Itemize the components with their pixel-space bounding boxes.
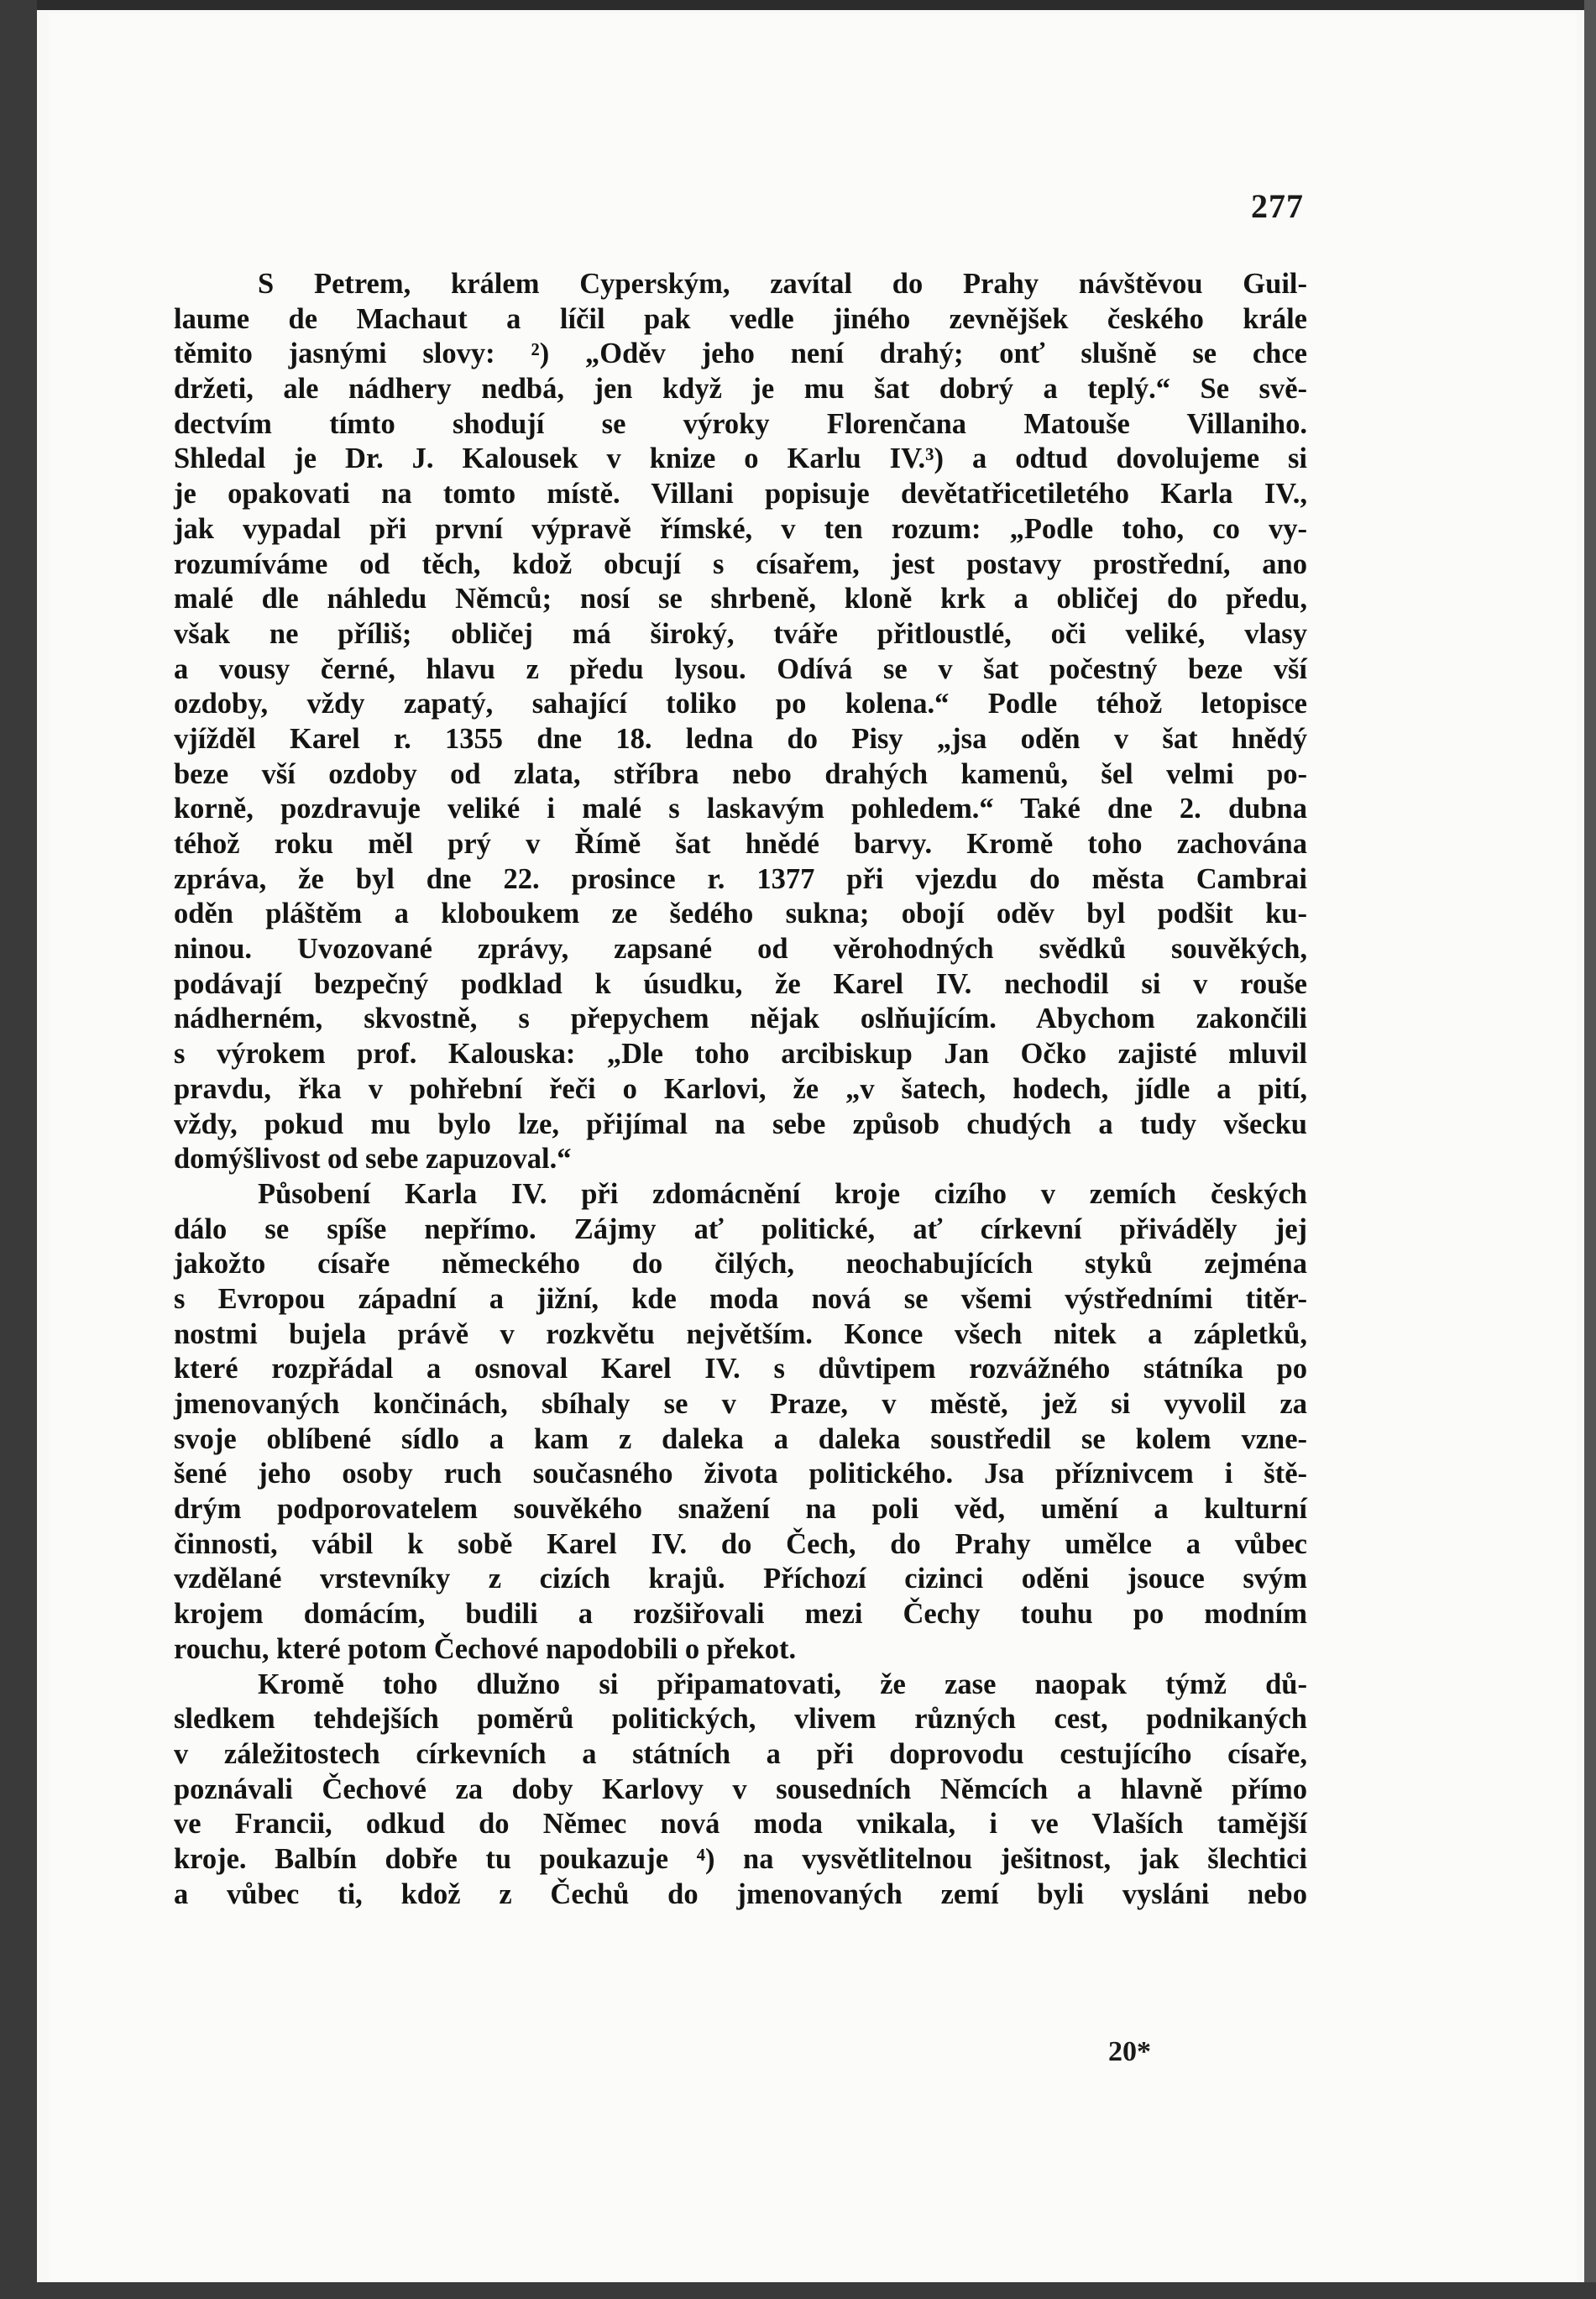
page-number: 277 xyxy=(1251,187,1304,225)
text-line: jmenovaných končinách, sbíhaly se v Praze, v městě, jež si vyvolil za xyxy=(174,1388,1307,1420)
text-line: vždy, pokud mu bylo lze, přijímal na sebe způsob chudých a tudy všecku xyxy=(174,1108,1307,1140)
text-line: nádherném, skvostně, s přepychem nějak oslňujícím. Abychom zakončili xyxy=(174,1003,1307,1035)
text-line: podávají bezpečný podklad k úsudku, že Karel IV. nechodil si v rouše xyxy=(174,967,1307,1000)
text-line: držeti, ale nádhery nedbá, jen když je mu šat dobrý a teplý.“ Se svě- xyxy=(174,373,1307,406)
scan-edge-bottom xyxy=(0,2282,1596,2299)
text-line: téhož roku měl prý v Římě šat hnědé barvy. Kromě toho zachována xyxy=(174,828,1307,860)
text-line: těmito jasnými slovy: ²) „Oděv jeho není drahý; onť slušně se chce xyxy=(174,338,1307,370)
text-line: a vousy černé, hlavu z předu lysou. Odívá se v šat počestný beze vší xyxy=(174,652,1307,685)
text-line: jak vypadal při první výpravě římské, v ten rozum: „Podle toho, co vy- xyxy=(174,512,1307,545)
text-line: nostmi bujela právě v rozkvětu největším. Konce všech nitek a zápletků, xyxy=(174,1317,1307,1350)
text-line: Kromě toho dlužno si připamatovati, že zase naopak týmž dů- xyxy=(258,1668,1307,1700)
body-text xyxy=(174,267,1307,1912)
text-line: ve Francii, odkud do Němec nová moda vnikala, i ve Vlaších tamější xyxy=(174,1808,1307,1841)
signature-mark: 20* xyxy=(1108,2036,1151,2067)
text-line: Působení Karla IV. při zdomácnění kroje cizího v zemích českých xyxy=(258,1177,1307,1210)
text-line: svoje oblíbené sídlo a kam z daleka a daleka soustředil se kolem vzne- xyxy=(174,1422,1307,1455)
text-line: v záležitostech církevních a státních a při doprovodu cestujícího císaře, xyxy=(174,1737,1307,1770)
text-line: s výrokem prof. Kalouska: „Dle toho arcibiskup Jan Očko zajisté mluvil xyxy=(174,1038,1307,1071)
text-line: domýšlivost od sebe zapuzoval.“ xyxy=(174,1143,572,1176)
text-line: a vůbec ti, kdož z Čechů do jmenovaných zemí byli vysláni nebo xyxy=(174,1877,1307,1910)
text-line: Shledal je Dr. J. Kalousek v knize o Karlu IV.³) a odtud dovolujeme si xyxy=(174,443,1307,475)
text-line: kroje. Balbín dobře tu poukazuje ⁴) na vysvětlitelnou ješitnost, jak šlechtici xyxy=(174,1842,1307,1875)
text-line: laume de Machaut a líčil pak vedle jiného zevnějšek českého krále xyxy=(174,302,1307,335)
text-line: ninou. Uvozované zprávy, zapsané od věrohodných svědků souvěkých, xyxy=(174,933,1307,966)
text-line: zpráva, že byl dne 22. prosince r. 1377 při vjezdu do města Cambrai xyxy=(174,862,1307,895)
text-line: rouchu, které potom Čechové napodobili o překot. xyxy=(174,1632,797,1665)
text-line: vzdělané vrstevníky z cizích krajů. Příchozí cizinci oděni jsouce svým xyxy=(174,1563,1307,1595)
text-line: oděn pláštěm a kloboukem ze šedého sukna; obojí oděv byl podšit ku- xyxy=(174,898,1307,930)
text-line: pravdu, řka v pohřební řeči o Karlovi, že „v šatech, hodech, jídle a pití, xyxy=(174,1072,1307,1105)
text-line: činnosti, vábil k sobě Karel IV. do Čech, do Prahy umělce a vůbec xyxy=(174,1527,1307,1560)
text-line: šené jeho osoby ruch současného života politického. Jsa příznivcem i ště- xyxy=(174,1458,1307,1490)
scan-edge-top xyxy=(0,0,1596,10)
text-line: dectvím tímto shodují se výroky Florenčana Matouše Villaniho. xyxy=(174,407,1307,440)
text-line: však ne příliš; obličej má široký, tváře přitloustlé, oči veliké, vlasy xyxy=(174,617,1307,650)
text-line: vjížděl Karel r. 1355 dne 18. ledna do Pisy „jsa oděn v šat hnědý xyxy=(174,722,1307,755)
text-line: S Petrem, králem Cyperským, zavítal do Prahy návštěvou Guil- xyxy=(258,268,1307,300)
text-line: dálo se spíše nepřímo. Zájmy ať politické, ať církevní přiváděly jej xyxy=(174,1212,1307,1245)
scan-edge-right xyxy=(1584,0,1596,2299)
text-line: drým podporovatelem souvěkého snažení na poli věd, umění a kulturní xyxy=(174,1493,1307,1526)
text-line: rozumíváme od těch, kdož obcují s císařem, jest postavy prostřední, ano xyxy=(174,547,1307,580)
text-line: sledkem tehdejších poměrů politických, vlivem různých cest, podnikaných xyxy=(174,1703,1307,1736)
scan-edge-left xyxy=(0,0,37,2299)
text-line: beze vší ozdoby od zlata, stříbra nebo drahých kamenů, šel velmi po- xyxy=(174,757,1307,790)
text-line: poznávali Čechové za doby Karlovy v sousedních Němcích a hlavně přímo xyxy=(174,1773,1307,1805)
text-line: korně, pozdravuje veliké i malé s laskavým pohledem.“ Také dne 2. dubna xyxy=(174,793,1307,825)
text-line: které rozpřádal a osnoval Karel IV. s důvtipem rozvážného státníka po xyxy=(174,1353,1307,1385)
text-line: jakožto císaře německého do čilých, neochabujících styků zejména xyxy=(174,1248,1307,1280)
text-line: ozdoby, vždy zapatý, sahající toliko po kolena.“ Podle téhož letopisce xyxy=(174,688,1307,720)
text-line: je opakovati na tomto místě. Villani popisuje devětatřicetiletého Karla IV., xyxy=(174,478,1307,511)
text-line: s Evropou západní a jižní, kde moda nová se všemi výstředními titěr- xyxy=(174,1282,1307,1315)
text-line: malé dle náhledu Němců; nosí se shrbeně, kloně krk a obličej do předu, xyxy=(174,583,1307,615)
text-line: krojem domácím, budili a rozšiřovali mezi Čechy touhu po modním xyxy=(174,1598,1307,1631)
